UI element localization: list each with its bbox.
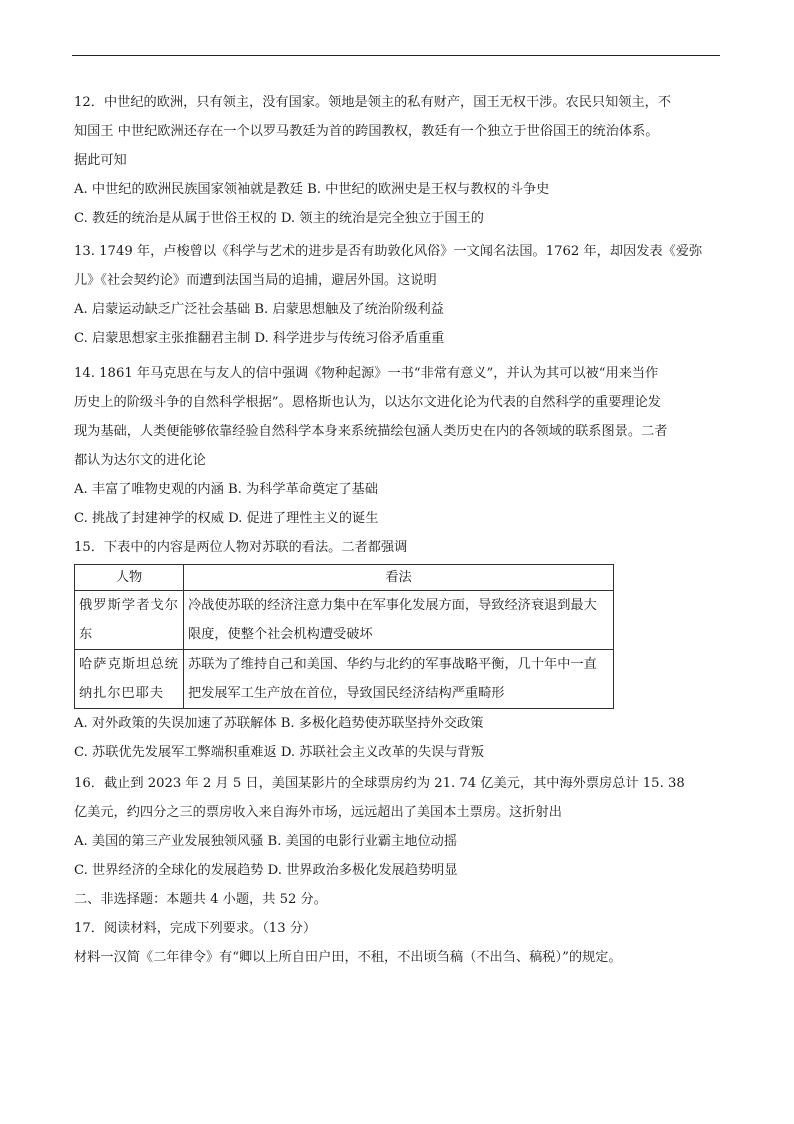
q12-stem-line-1: 12．中世纪的欧洲，只有领主，没有国家。领地是领主的私有财产，国王无权干涉。农民只知领主，不 <box>74 95 672 110</box>
table-row <box>75 591 614 650</box>
table-cell-view: 冷战使苏联的经济注意力集中在军事化发展方面，导致经济衰退到最大限度，使整个社会机构遭受破坏 <box>184 591 614 650</box>
q17-stem: 17．阅读材料，完成下列要求。（13 分） <box>74 921 317 936</box>
opinions-table <box>74 564 614 709</box>
table-header-row <box>75 565 614 591</box>
question-14 <box>74 359 724 533</box>
q15-stem: 15．下表中的内容是两位人物对苏联的看法。二者都强调 <box>74 540 408 555</box>
q13-stem-line-1: 13. 1749 年，卢梭曾以《科学与艺术的进步是否有助敦化风俗》一文闻名法国。1762 年，却因发表《爱弥 <box>74 244 703 259</box>
q14-stem-line-3: 现为基础，人类便能够依靠经验自然科学本身来系统描绘包涵人类历史在内的各领域的联系图景。二者 <box>74 424 668 439</box>
table-header-view: 看法 <box>184 565 614 591</box>
q13-options-cd: C. 启蒙思想家主张推翻君主制 D. 科学进步与传统习俗矛盾重重 <box>74 331 445 346</box>
table-row <box>75 650 614 709</box>
q16-options-cd: C. 世界经济的全球化的发展趋势 D. 世界政治多极化发展趋势明显 <box>74 863 458 878</box>
q12-options-ab: A. 中世纪的欧洲民族国家领袖就是教廷 B. 中世纪的欧洲史是王权与教权的斗争史 <box>74 182 550 197</box>
question-13 <box>74 237 724 353</box>
q12-stem-line-3: 据此可知 <box>74 153 127 168</box>
header-rule <box>72 55 720 56</box>
q17-material-1: 材料一汉简《二年律令》有“卿以上所自田户田，不租，不出顷刍稿（不出刍、稿税）”的规定。 <box>74 950 622 965</box>
q12-stem-line-2: 知国王 中世纪欧洲还存在一个以罗马教廷为首的跨国教权，教廷有一个独立于世俗国王的统治体系。 <box>74 124 659 139</box>
q16-options-ab: A. 美国的第三产业发展独领风骚 B. 美国的电影行业霸主地位动摇 <box>74 834 458 849</box>
question-15 <box>74 533 724 767</box>
table-cell-person: 俄罗斯学者戈尔东 <box>75 591 184 650</box>
q14-options-ab: A. 丰富了唯物史观的内涵 B. 为科学革命奠定了基础 <box>74 482 378 497</box>
section-two <box>74 885 724 972</box>
question-16 <box>74 769 724 885</box>
exam-page-body <box>74 88 724 972</box>
q14-stem-line-2: 历史上的阶级斗争的自然科学根据”。恩格斯也认为，以达尔文进化论为代表的自然科学的重要理论发 <box>74 395 661 410</box>
table-header-person: 人物 <box>75 565 184 591</box>
q14-stem-line-1: 14. 1861 年马克思在与友人的信中强调《物种起源》一书“非常有意义”，并认为其可以被“用来当作 <box>74 366 659 381</box>
question-12 <box>74 88 724 233</box>
q14-options-cd: C. 挑战了封建神学的权威 D. 促进了理性主义的诞生 <box>74 511 379 526</box>
section-heading: 二、非选择题：本题共 4 小题，共 52 分。 <box>74 892 327 907</box>
q12-options-cd: C. 教廷的统治是从属于世俗王权的 D. 领主的统治是完全独立于国王的 <box>74 211 484 226</box>
q13-options-ab: A. 启蒙运动缺乏广泛社会基础 B. 启蒙思想触及了统治阶级利益 <box>74 302 444 317</box>
q16-stem-line-2: 亿美元，约四分之三的票房收入来自海外市场，远远超出了美国本土票房。这折射出 <box>74 805 562 820</box>
table-cell-view: 苏联为了维持自己和美国、华约与北约的军事战略平衡，几十年中一直把发展军工生产放在首位，导致国民经济结构严重畸形 <box>184 650 614 709</box>
q14-stem-line-4: 都认为达尔文的进化论 <box>74 453 206 468</box>
q16-stem-line-1: 16．截止到 2023 年 2 月 5 日，美国某影片的全球票房约为 21. 74 亿美元，其中海外票房总计 15. 38 <box>74 776 685 791</box>
q15-options-ab: A. 对外政策的失误加速了苏联解体 B. 多极化趋势使苏联坚持外交政策 <box>74 716 484 731</box>
table-cell-person: 哈萨克斯坦总统纳扎尔巴耶夫 <box>75 650 184 709</box>
q13-stem-line-2: 儿》《社会契约论》而遭到法国当局的追捕，避居外国。这说明 <box>74 273 437 288</box>
q15-options-cd: C. 苏联优先发展军工弊端积重难返 D. 苏联社会主义改革的失误与背叛 <box>74 745 484 760</box>
